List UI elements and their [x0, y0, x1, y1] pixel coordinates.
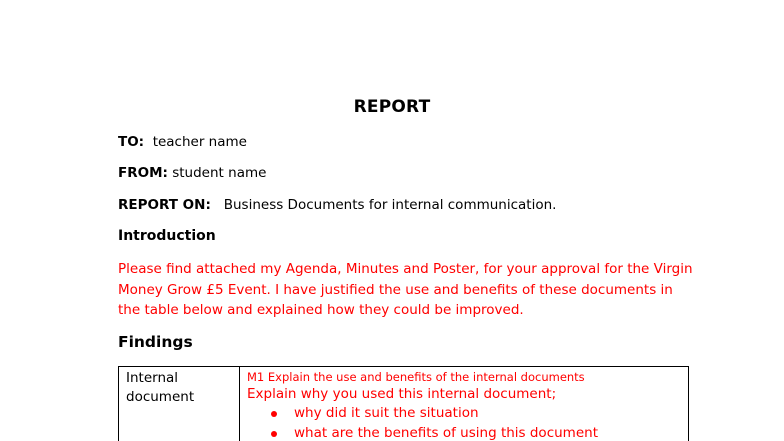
introduction-line: Please find attached my Agenda, Minutes and Poster, for your approval for the Virgin: [118, 261, 693, 277]
list-item: [271, 404, 681, 424]
bullet-text: what are the benefits of using this document: [294, 424, 598, 441]
document-type-cell: [119, 367, 240, 441]
list-item: [271, 424, 681, 441]
guidance-cell: [240, 367, 689, 441]
introduction-line: Money Grow £5 Event. I have justified the use and benefits of these documents in: [118, 281, 673, 298]
bullet-text: why did it suit the situation: [294, 405, 479, 421]
document-type-line: document: [126, 389, 195, 405]
to-line: [118, 134, 247, 150]
report-on-label: REPORT ON:: [118, 197, 211, 213]
from-line: [118, 165, 266, 181]
introduction-line: the table below and explained how they could be improved.: [118, 302, 524, 318]
table-row: [119, 367, 689, 441]
introduction-paragraph: [118, 259, 693, 321]
report-on-line: [118, 197, 556, 213]
to-value: teacher name: [152, 134, 247, 150]
from-label: FROM:: [118, 165, 168, 181]
bullet-icon: [271, 411, 277, 417]
explain-instruction: Explain why you used this internal document;: [247, 386, 557, 402]
report-title: REPORT: [353, 97, 431, 117]
findings-table: [118, 366, 689, 441]
from-value: student name: [172, 165, 267, 181]
document-type-line: Internal: [126, 370, 179, 386]
criteria-m1: M1 Explain the use and benefits of the internal documents: [247, 370, 585, 384]
findings-heading: Findings: [118, 333, 193, 351]
guidance-bullet-list: [247, 404, 681, 441]
bullet-icon: [271, 431, 277, 437]
introduction-heading: Introduction: [118, 228, 216, 244]
report-on-value: Business Documents for internal communication.: [223, 197, 557, 213]
to-label: TO:: [118, 134, 145, 150]
